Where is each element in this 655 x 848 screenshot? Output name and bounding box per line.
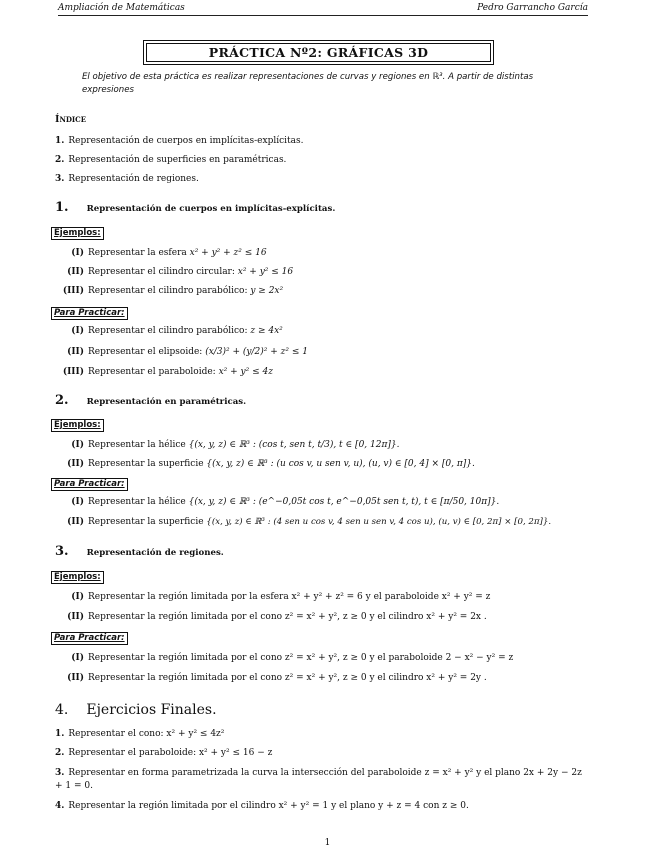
ejemplos-label: Ejemplos: xyxy=(54,228,101,238)
final-text: Representar la región limitada por el cilindro x² + y² = 1 y el plano y + z = 4 con z ≥ 0. xyxy=(68,801,469,811)
section-title: Representación de regiones. xyxy=(86,548,224,558)
section-num: 3. xyxy=(55,544,69,559)
example-item xyxy=(58,267,293,277)
example-item xyxy=(58,440,399,450)
practice-item xyxy=(58,326,283,336)
item-math: {(x, y, z) ∈ ℝ³ : (4 sen u cos v, 4 sen u sen v, 4 cos u), (u, v) ∈ [0, 2π] × [0, 2π]}. xyxy=(206,517,552,527)
item-math: {(x, y, z) ∈ ℝ³ : (cos t, sen t, t/3), t ∈ [0, 12π]}. xyxy=(188,440,400,450)
item-label: (II) xyxy=(67,612,84,622)
item-text: Representar el cilindro parabólico: xyxy=(88,286,251,296)
ejemplos-tag xyxy=(51,571,104,584)
index-item xyxy=(55,136,303,146)
ejemplos-tag xyxy=(51,227,104,240)
item-math: x² + y² ≤ 16 xyxy=(237,267,294,277)
index-heading: Índice xyxy=(55,114,87,125)
header-rule xyxy=(58,15,588,16)
item-text: Representar la región limitada por el cono z² = x² + y², z ≥ 0 y el cilindro x² + y² = 2x . xyxy=(88,612,487,622)
final-text: Representar en forma parametrizada la curva la intersección del paraboloide z = x² + y² y el plano 2x + 2y − 2z + 1 = 0. xyxy=(55,768,582,791)
section-heading xyxy=(55,544,224,559)
item-math: x² + y² ≤ 4z xyxy=(218,367,273,377)
practicar-tag xyxy=(51,478,128,491)
header-author: Pedro Garrancho García xyxy=(477,3,588,13)
index-item xyxy=(55,155,286,165)
item-text: Representar la región limitada por la esfera x² + y² + z² = 6 y el paraboloide x² + y² = z xyxy=(88,592,491,602)
section-title: Representación de cuerpos en implícitas-explícitas. xyxy=(86,204,336,214)
example-item xyxy=(58,459,475,469)
item-text: Representar el cilindro parabólico: xyxy=(88,326,251,336)
practice-item xyxy=(58,497,499,507)
item-math: x² + y² + z² ≤ 16 xyxy=(189,248,267,258)
index-num: 2. xyxy=(55,155,65,165)
practicar-label: Para Practicar: xyxy=(54,308,125,318)
item-label: (I) xyxy=(71,653,84,663)
item-text: Representar el cilindro circular: xyxy=(88,267,238,277)
practicar-label: Para Practicar: xyxy=(54,633,125,643)
final-item xyxy=(55,767,590,793)
index-text: Representación de cuerpos en implícitas-explícitas. xyxy=(68,136,304,146)
ejemplos-label: Ejemplos: xyxy=(54,420,101,430)
item-math: z ≥ 4x² xyxy=(250,326,283,336)
section-num: 1. xyxy=(55,200,69,215)
practice-item xyxy=(58,347,308,357)
title-box xyxy=(143,40,494,65)
final-num: 1. xyxy=(55,729,65,739)
running-header xyxy=(58,3,588,14)
practice-item xyxy=(58,653,513,663)
final-text: Representar el cono: x² + y² ≤ 4z² xyxy=(68,729,225,739)
item-text: Representar la región limitada por el cono z² = x² + y², z ≥ 0 y el paraboloide 2 − x² − y² = z xyxy=(88,653,514,663)
final-item xyxy=(55,747,590,760)
final-item xyxy=(55,728,590,741)
section-heading xyxy=(55,702,217,718)
practicar-tag xyxy=(51,632,128,645)
header-course: Ampliación de Matemáticas xyxy=(58,3,185,13)
section-title: Representación en paramétricas. xyxy=(86,397,247,407)
item-label: (II) xyxy=(67,673,84,683)
item-label: (I) xyxy=(71,248,84,258)
example-item xyxy=(58,592,490,602)
section-num: 4. xyxy=(55,702,69,718)
item-text: Representar la esfera xyxy=(88,248,190,258)
final-text: Representar el paraboloide: x² + y² ≤ 16 − z xyxy=(68,748,273,758)
item-label: (I) xyxy=(71,440,84,450)
index-item xyxy=(55,174,199,184)
page-title: PRÁCTICA Nº2: GRÁFICAS 3D xyxy=(146,43,491,62)
section-heading xyxy=(55,200,335,215)
ejemplos-label: Ejemplos: xyxy=(54,572,101,582)
item-text: Representar la hélice xyxy=(88,440,189,450)
practice-item xyxy=(58,517,551,527)
index-num: 3. xyxy=(55,174,65,184)
item-label: (III) xyxy=(62,286,84,296)
item-label: (III) xyxy=(62,367,84,377)
section-heading xyxy=(55,393,246,408)
item-text: Representar la superficie xyxy=(88,459,207,469)
index-text: Representación de regiones. xyxy=(68,174,199,184)
example-item xyxy=(58,248,267,258)
intro-paragraph: El objetivo de esta práctica es realizar representaciones de curvas y regiones en ℝ³. A partir de distintas expresiones xyxy=(82,72,534,95)
item-label: (I) xyxy=(71,497,84,507)
section-title: Ejercicios Finales. xyxy=(86,702,217,718)
page-number: 1 xyxy=(324,838,331,848)
item-label: (II) xyxy=(67,459,84,469)
ejemplos-tag xyxy=(51,419,104,432)
item-label: (II) xyxy=(67,267,84,277)
index-num: 1. xyxy=(55,136,65,146)
final-item xyxy=(55,800,590,813)
example-item xyxy=(58,286,283,296)
item-math: {(x, y, z) ∈ ℝ³ : (u cos v, u sen v, u), (u, v) ∈ [0, 4] × [0, π]}. xyxy=(206,459,475,469)
item-label: (II) xyxy=(67,347,84,357)
practicar-label: Para Practicar: xyxy=(54,479,125,489)
final-num: 2. xyxy=(55,748,65,758)
item-text: Representar la región limitada por el cono z² = x² + y², z ≥ 0 y el cilindro x² + y² = 2y . xyxy=(88,673,487,683)
item-text: Representar el paraboloide: xyxy=(88,367,219,377)
index-text: Representación de superficies en paramétricas. xyxy=(68,155,287,165)
practicar-tag xyxy=(51,307,128,320)
final-num: 4. xyxy=(55,801,65,811)
item-math: {(x, y, z) ∈ ℝ³ : (e^−0,05t cos t, e^−0,05t sen t, t), t ∈ [π/50, 10π]}. xyxy=(188,497,500,507)
practice-item xyxy=(58,673,487,683)
item-math: (x/3)² + (y/2)² + z² ≤ 1 xyxy=(205,347,308,357)
item-label: (I) xyxy=(71,326,84,336)
final-num: 3. xyxy=(55,768,65,778)
item-label: (I) xyxy=(71,592,84,602)
practice-item xyxy=(58,367,273,377)
item-label: (II) xyxy=(67,517,84,527)
item-text: Representar la superficie xyxy=(88,517,207,527)
item-math: y ≥ 2x² xyxy=(250,286,284,296)
item-text: Representar el elipsoide: xyxy=(88,347,206,357)
example-item xyxy=(58,612,487,622)
section-num: 2. xyxy=(55,393,69,408)
item-text: Representar la hélice xyxy=(88,497,189,507)
